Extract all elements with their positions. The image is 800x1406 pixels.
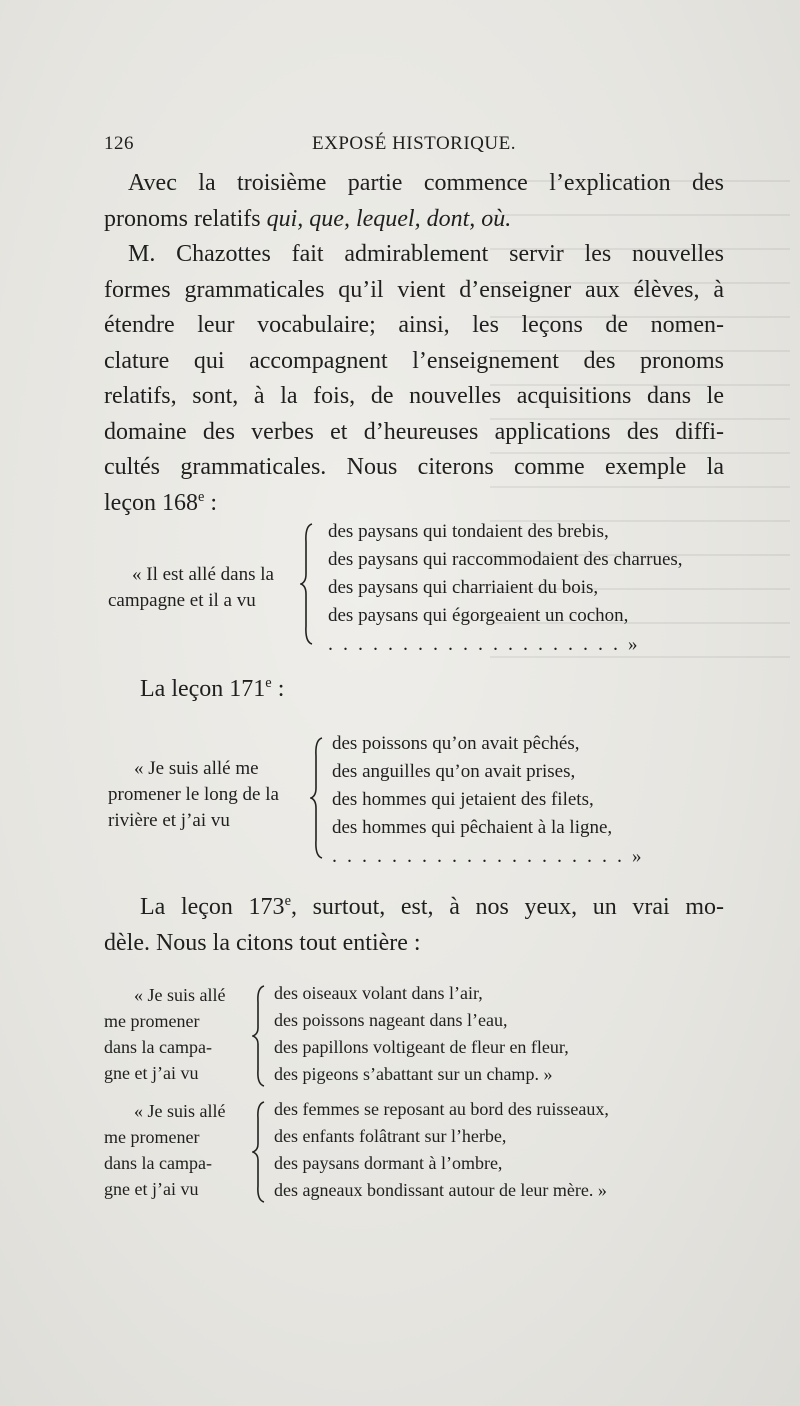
superscript: e: [284, 893, 291, 909]
lead-line: « Il est allé dans la: [132, 564, 274, 585]
lead-line: « Je suis allé me: [134, 758, 259, 779]
lesson168-items: [328, 518, 683, 658]
list-item: des hommes qui pêchaient à la ligne,: [332, 817, 613, 838]
closing-quote: »: [628, 634, 638, 655]
lesson168-lead: [108, 562, 298, 614]
superscript: e: [265, 675, 272, 691]
list-item: des paysans qui tondaient des brebis,: [328, 521, 609, 542]
ellipsis-line: [328, 630, 683, 658]
page-number: 126: [104, 133, 134, 154]
text-span: La leçon 173: [140, 894, 285, 920]
brace: [252, 984, 266, 1088]
closing-quote: »: [632, 846, 642, 867]
list-item: des papillons voltigeant de fleur en fleur,: [274, 1037, 569, 1057]
list-item: des agneaux bondissant autour de leur mère. »: [274, 1180, 607, 1200]
list-item: des poissons nageant dans l’eau,: [274, 1010, 508, 1030]
lesson171-items: [332, 730, 642, 870]
lead-line: gne et j’ai vu: [104, 1179, 199, 1199]
text-span: :: [204, 489, 218, 516]
text-line: étendre leur vocabulaire; ainsi, les leçons de nomen-: [104, 312, 724, 338]
list-item: des paysans qui charriaient du bois,: [328, 577, 599, 598]
lead-line: me promener: [104, 1127, 200, 1147]
text-span: leçon 168: [104, 489, 198, 516]
text-line: formes grammaticales qu’il vient d’enseigner aux élèves, à: [104, 276, 724, 303]
text-line: [104, 202, 724, 238]
ellipsis-line: [332, 842, 642, 870]
brace: [252, 1100, 266, 1204]
lead-line: rivière et j’ai vu: [108, 810, 230, 831]
lesson173-block1-items: [274, 980, 569, 1088]
list-item: des anguilles qu’on avait prises,: [332, 761, 576, 782]
list-item: des poissons qu’on avait pêchés,: [332, 733, 580, 754]
list-item: des pigeons s’abattant sur un champ. »: [274, 1064, 553, 1084]
text-line: domaine des verbes et d’heureuses applications des diffi-: [104, 418, 724, 445]
lead-line: campagne et il a vu: [108, 590, 256, 611]
lesson173-block1-lead: [104, 982, 254, 1086]
text-line: relatifs, sont, à la fois, de nouvelles acquisitions dans le: [104, 383, 724, 409]
text-line: clature qui accompagnent l’enseignement des pronoms: [104, 347, 724, 374]
brace: [300, 522, 314, 646]
list-item: des femmes se reposant au bord des ruisseaux,: [274, 1099, 609, 1119]
list-item: des enfants folâtrant sur l’herbe,: [274, 1126, 507, 1146]
pronoun-list: qui, que, lequel, dont, où.: [266, 205, 512, 232]
lesson173-block2-lead: [104, 1098, 254, 1202]
list-item: des paysans qui raccommodaient des charrues,: [328, 549, 683, 570]
list-item: des paysans qui égorgeaient un cochon,: [328, 605, 629, 626]
intro-paragraph: [104, 166, 724, 521]
text-line: M. Chazottes fait admirablement servir les nouvelles: [128, 241, 724, 267]
running-title: EXPOSÉ HISTORIQUE.: [312, 133, 516, 154]
text-line: cultés grammaticales. Nous citerons comme exemple la: [104, 454, 724, 480]
text-line: [104, 890, 724, 926]
text-span: , surtout, est, à nos yeux, un vrai mo-: [290, 894, 724, 920]
dot-leader: ....................: [332, 845, 632, 867]
superscript: e: [197, 488, 205, 505]
text-span: :: [271, 676, 285, 702]
lesson171-heading: [140, 676, 284, 703]
lead-line: « Je suis allé: [134, 1101, 226, 1121]
brace: [310, 736, 324, 860]
lead-line: dans la campa-: [104, 1153, 212, 1173]
lead-line: « Je suis allé: [134, 985, 226, 1005]
lead-line: dans la campa-: [104, 1037, 212, 1057]
lesson173-block2-items: [274, 1096, 609, 1204]
page-header: [104, 130, 724, 160]
lead-line: gne et j’ai vu: [104, 1063, 199, 1083]
list-item: des oiseaux volant dans l’air,: [274, 983, 483, 1003]
list-item: des hommes qui jetaient des filets,: [332, 789, 594, 810]
text-span: La leçon 171: [140, 676, 266, 702]
lead-line: me promener: [104, 1011, 200, 1031]
lesson173-intro: [104, 890, 724, 961]
text-line: Avec la troisième partie commence l’explication des: [128, 170, 724, 196]
dot-leader: ....................: [328, 633, 628, 655]
lesson171-lead: [108, 756, 308, 834]
text-span: pronoms relatifs: [104, 205, 261, 232]
list-item: des paysans dormant à l’ombre,: [274, 1153, 503, 1173]
text-line: dèle. Nous la citons tout entière :: [104, 929, 421, 956]
lead-line: promener le long de la: [108, 784, 279, 805]
text-line: [104, 486, 724, 522]
